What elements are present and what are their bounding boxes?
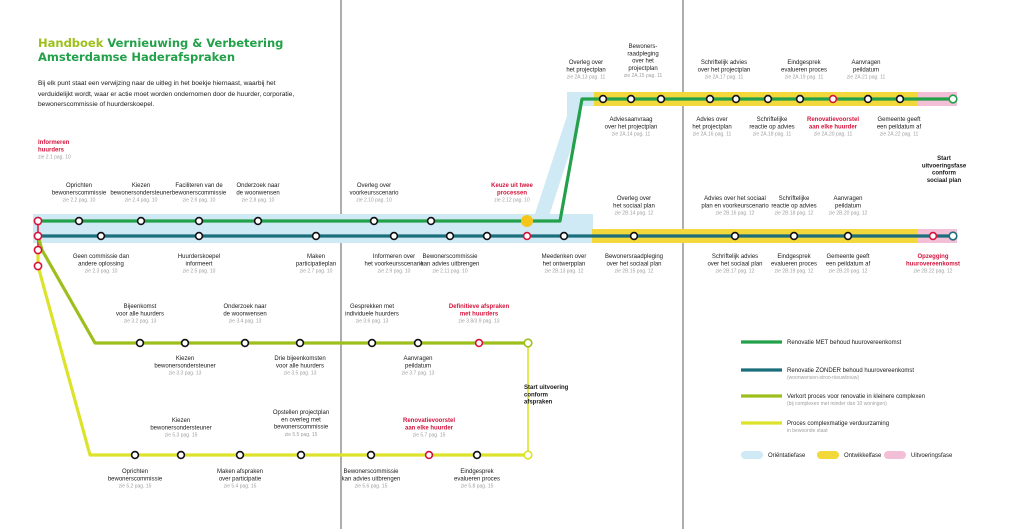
label-branch-top-3-line-2: evalueren proces: [780, 67, 828, 74]
label-main-bottom-8-ref: zie 2B.19 pag. 12: [774, 268, 814, 275]
label-branch-bottom-2-line-2: reactie op advies: [749, 124, 795, 131]
label-yellow-bottom-0-line-1: Oprichten: [121, 469, 149, 475]
label-main-bottom-3-line-2: het voorkeursscenario: [364, 261, 424, 268]
label-main-top-3-line-1: Onderzoek naar: [236, 183, 280, 189]
stop-olive-2: [242, 340, 249, 347]
label-main-top-3-line-2: de woonwensen: [236, 190, 280, 197]
line-olive: [38, 236, 528, 343]
label-olive-bottom-1: [274, 356, 325, 377]
label-branch-top-1: [624, 44, 663, 79]
legend-phase-label-2: Uitvoeringsfase: [911, 453, 953, 459]
label-branch-bottom-3-line-2: aan elke huurder: [808, 124, 858, 131]
label-yellow-bottom-2-line-2: kan advies uitbrengen: [341, 476, 401, 483]
label-main-bottom-7-line-2: over het sociaal plan: [707, 261, 763, 268]
label-yellow-top-1-line-2: en overleg met: [281, 417, 321, 424]
label-main-bottom-6-ref: zie 2B.15 pag. 12: [614, 268, 654, 275]
label-main-bottom-1-line-2: informeert: [185, 261, 213, 268]
label-yellow-bottom-1-ref: zie 5.4 pag. 15: [223, 483, 257, 490]
legend-phase-swatch-0: [741, 451, 763, 459]
label-yellow-top-2-line-1: Renovatievoorstel: [402, 418, 456, 424]
label-branch-bottom-2-ref: zie 2A.18 pag. 11: [752, 131, 792, 138]
label-main-bottom-4: [421, 254, 480, 275]
stop-start-olive: [34, 246, 41, 253]
stop-olive-1: [182, 340, 189, 347]
label-branch-bottom-0-line-1: Adviesaanvraag: [609, 117, 653, 123]
label-branch-top-1-line-4: projectplan: [628, 65, 658, 72]
label-olive-bottom-1-line-2: voor alle huurders: [275, 363, 325, 370]
label-olive-bottom-0-line-2: bewonersondersteuner: [154, 363, 216, 370]
label-main-bottom-8-line-2: evalueren proces: [770, 261, 818, 268]
label-branch-bottom-4: [877, 117, 922, 138]
label-main-bottom-10-line-2: huurovereenkomst: [905, 261, 961, 268]
label-main-top-0: [52, 183, 107, 204]
label-yellow-bottom-2: [342, 469, 401, 490]
stop-teal-5: [484, 233, 491, 240]
label-olive-bottom-0: [154, 356, 215, 377]
label-teal-top-1: [701, 196, 769, 217]
label-olive-bottom-1-line-1: Drie bijeenkomsten: [274, 356, 326, 362]
stop-teal-0: [98, 233, 105, 240]
stop-branch-end: [949, 95, 957, 103]
label-branch-bottom-3: [807, 117, 859, 138]
label-yellow-bottom-1-line-1: Maken afspraken: [216, 469, 264, 475]
label-yellow-top-1-line-1: Opstellen projectplan: [272, 410, 330, 416]
stop-teal-3: [391, 233, 398, 240]
label-branch-top-4-line-2: peildatum: [852, 67, 880, 74]
stop-green-3: [255, 218, 262, 225]
stop-branch-4: [733, 96, 740, 103]
label-start-line-1: Informeren: [38, 140, 70, 146]
label-olive-top-2-ref: zie 3.6 pag. 13: [355, 318, 389, 325]
label-branch-bottom-3-line-1: Renovatievoorstel: [806, 117, 860, 123]
band-orientation-branch: [540, 99, 596, 221]
legend-sub-3: in bewoonde staat: [787, 428, 828, 434]
stop-start-teal: [34, 232, 41, 239]
stop-teal-6: [524, 233, 531, 240]
stop-yellow-6: [474, 452, 481, 459]
label-branch-top-3-line-1: Eindgesprek: [787, 60, 821, 66]
label-main-top-3: [236, 183, 279, 204]
label-branch-top-1-line-3: over het: [632, 58, 654, 65]
stop-yellow-1: [178, 452, 185, 459]
label-yellow-bottom-0: [108, 469, 163, 490]
label-start: [38, 140, 71, 161]
label-main-top-0-line-1: Oprichten: [65, 183, 93, 189]
title-line-2: Amsterdamse Haderafspraken: [38, 50, 236, 64]
stop-teal-9: [732, 233, 739, 240]
label-main-bottom-2-ref: zie 2.7 pag. 10: [299, 268, 333, 275]
label-yellow-bottom-2-line-1: Bewonerscommissie: [343, 469, 399, 475]
label-end-main-line-2: uitvoeringsfase: [921, 163, 967, 170]
label-olive-top-0: [116, 304, 164, 325]
stop-choice-point: [521, 215, 533, 227]
label-teal-top-3: [829, 196, 868, 217]
legend-label-0: Renovatie MET behoud huurovereenkomst: [787, 340, 902, 346]
legend-phase-swatch-1: [817, 451, 839, 459]
label-olive-top-3-line-2: met huurders: [459, 311, 499, 318]
label-branch-top-2-ref: zie 2A.17 pag. 11: [704, 74, 744, 81]
label-olive-top-1-ref: zie 3.4 pag. 13: [228, 318, 262, 325]
label-olive-top-1-line-2: de woonwensen: [223, 311, 267, 318]
label-yellow-bottom-3: [454, 469, 500, 490]
label-yellow-top-0-ref: zie 5.3 pag. 15: [164, 432, 198, 439]
label-branch-bottom-4-line-2: een peildatum af: [876, 124, 922, 131]
label-main-bottom-0: [73, 254, 129, 275]
label-teal-top-3-line-2: peildatum: [834, 203, 862, 210]
label-olive-bottom-2-ref: zie 3.7 pag. 13: [401, 370, 435, 377]
label-olive-top-0-ref: zie 3.2 pag. 13: [123, 318, 157, 325]
label-main-bottom-0-ref: zie 2.3 pag. 10: [84, 268, 118, 275]
label-end-olive-line-3: afspraken: [524, 399, 553, 406]
stop-teal-2: [313, 233, 320, 240]
label-olive-top-2-line-2: individuele huurders: [345, 311, 399, 318]
stop-teal-10: [791, 233, 798, 240]
label-teal-top-0-line-1: Overleg over: [616, 196, 652, 202]
legend-phase-label-0: Oriëntatiefase: [768, 453, 806, 459]
label-main-bottom-9-line-1: Gemeente geeft: [826, 254, 870, 260]
stop-teal-12: [930, 233, 937, 240]
label-main-top-2-line-1: Faciliteren van de: [175, 183, 223, 189]
label-branch-bottom-1-ref: zie 2A.16 pag. 11: [692, 131, 732, 138]
label-yellow-top-0-line-1: Kiezen: [171, 418, 191, 424]
label-main-bottom-1: [178, 254, 220, 275]
label-main-bottom-8-line-1: Eindgesprek: [777, 254, 811, 260]
title-word-2: Vernieuwing & Verbetering: [107, 36, 284, 50]
label-teal-top-2: [771, 196, 816, 217]
label-olive-top-1: [223, 304, 266, 325]
label-main-top-5-ref: zie 2.12 pag. 10: [494, 197, 530, 204]
legend-phase-swatch-2: [884, 451, 906, 459]
label-yellow-top-0: [150, 418, 211, 439]
label-olive-top-0-line-1: Bijeenkomst: [123, 304, 157, 310]
label-branch-top-2-line-2: over het projectplan: [697, 67, 751, 74]
label-main-bottom-4-ref: zie 2.11 pag. 10: [432, 268, 468, 275]
label-teal-top-1-ref: zie 2B.16 pag. 12: [715, 210, 755, 217]
label-main-bottom-10: [906, 254, 960, 275]
label-branch-top-0-line-1: Overleg over: [568, 60, 604, 66]
stop-yellow-2: [237, 452, 244, 459]
label-branch-bottom-4-ref: zie 2A.22 pag. 11: [879, 131, 919, 138]
label-main-bottom-5: [542, 254, 587, 275]
label-branch-top-4-line-1: Aanvragen: [851, 60, 881, 66]
label-branch-bottom-1: [692, 117, 731, 138]
label-branch-bottom-1-line-1: Advies over: [696, 117, 728, 123]
label-main-top-5-line-1: Keuze uit twee: [491, 183, 533, 189]
label-branch-bottom-4-line-1: Gemeente geeft: [877, 117, 921, 123]
label-main-top-2-ref: zie 2.6 pag. 10: [182, 197, 216, 204]
label-main-top-5-line-2: processen: [496, 190, 528, 197]
label-main-bottom-0-line-2: andere oplossing: [78, 261, 124, 268]
label-main-top-4-line-1: Overleg over: [356, 183, 392, 189]
label-yellow-bottom-3-line-1: Eindgesprek: [460, 469, 494, 475]
label-yellow-bottom-1-line-2: over participatie: [218, 476, 262, 483]
intro-text: Bij elk punt staat een verwijzing naar de uitleg in het boekje hiernaast, waarbij het verduidelijkt wordt, waar er actie moet worden ondernomen door de huurder, corporatie, bewonerscommissie of huurderskoepel.: [38, 80, 295, 108]
label-main-bottom-2: [296, 254, 336, 275]
label-main-bottom-3-ref: zie 2.9 pag. 10: [377, 268, 411, 275]
label-main-bottom-5-line-1: Meedenken over: [541, 254, 587, 260]
label-end-main-line-4: sociaal plan: [926, 177, 962, 184]
label-main-bottom-6-line-2: over het sociaal plan: [606, 261, 662, 268]
label-olive-top-1-line-1: Onderzoek naar: [223, 304, 267, 310]
label-main-bottom-3-line-1: Informeren over: [372, 254, 416, 260]
label-teal-top-2-line-1: Schriftelijke: [778, 196, 810, 202]
label-main-bottom-6-line-1: Bewonersraadpleging: [604, 254, 664, 260]
stop-teal-8: [631, 233, 638, 240]
label-olive-top-3-ref: zie 3.8/3.9 pag. 13: [458, 318, 500, 325]
label-olive-bottom-1-ref: zie 3.5 pag. 13: [283, 370, 317, 377]
label-branch-bottom-0-ref: zie 2A.14 pag. 11: [611, 131, 651, 138]
label-yellow-top-1: [273, 410, 329, 438]
label-teal-top-1-line-1: Advies over het sociaal: [704, 196, 766, 202]
label-branch-top-2-line-1: Schriftelijk advies: [700, 60, 748, 66]
label-end-olive-line-2: conform: [524, 392, 548, 399]
stop-teal-1: [196, 233, 203, 240]
stop-olive-3: [297, 340, 304, 347]
label-olive-top-3-line-1: Definitieve afspraken: [448, 304, 510, 310]
label-main-top-4-line-2: voorkeursscenario: [349, 190, 399, 197]
stop-start-green: [34, 217, 41, 224]
label-start-ref: zie 2.1 pag. 10: [38, 154, 71, 161]
legend-label-1: Renovatie ZONDER behoud huurovereenkomst: [787, 368, 915, 374]
stop-branch-6: [797, 96, 804, 103]
label-main-bottom-2-line-1: Maken: [306, 254, 326, 260]
label-main-bottom-4-line-2: kan advies uitbrengen: [420, 261, 480, 268]
label-main-bottom-10-ref: zie 2B.22 pag. 12: [913, 268, 953, 275]
label-olive-bottom-2-line-2: peildatum: [404, 363, 432, 370]
stop-teal-7: [561, 233, 568, 240]
label-main-top-1: [110, 183, 171, 204]
stop-olive-5: [415, 340, 422, 347]
stop-branch-2: [658, 96, 665, 103]
label-end-olive-line-1: Start uitvoering: [524, 385, 569, 391]
label-main-bottom-7-ref: zie 2B.17 pag. 12: [715, 268, 755, 275]
label-yellow-bottom-0-line-2: bewonerscommissie: [107, 476, 163, 483]
legend-label-3: Proces complexmatige verduurzaming: [787, 421, 890, 427]
label-branch-top-0-ref: zie 2A.13 pag. 11: [566, 74, 606, 81]
stop-branch-7: [830, 96, 837, 103]
label-main-bottom-8: [771, 254, 817, 275]
stop-olive-6: [476, 340, 483, 347]
stop-green-5: [428, 218, 435, 225]
label-branch-top-3-ref: zie 2A.19 pag. 11: [784, 74, 824, 81]
stop-start-yellow: [34, 262, 41, 269]
label-main-top-4: [349, 183, 399, 204]
label-olive-bottom-2: [402, 356, 435, 377]
label-branch-bottom-1-line-2: het projectplan: [692, 124, 732, 131]
label-yellow-bottom-2-ref: zie 5.6 pag. 15: [354, 483, 388, 490]
stop-green-4: [371, 218, 378, 225]
label-main-top-4-ref: zie 2.10 pag. 10: [356, 197, 392, 204]
label-teal-top-0: [613, 196, 655, 217]
stop-yellow-3: [298, 452, 305, 459]
label-yellow-top-2: [403, 418, 455, 439]
label-main-bottom-5-line-2: het ontwerpplan: [542, 261, 586, 268]
label-teal-top-0-ref: zie 2B.14 pag. 12: [614, 210, 654, 217]
legend-label-2: Verkort proces voor renovatie in kleinere complexen: [787, 394, 926, 400]
label-main-top-1-ref: zie 2.4 pag. 10: [124, 197, 158, 204]
label-olive-top-3: [449, 304, 510, 325]
label-branch-bottom-0: [605, 117, 658, 138]
label-olive-bottom-0-ref: zie 3.3 pag. 13: [168, 370, 202, 377]
stop-branch-8: [865, 96, 872, 103]
label-teal-top-0-line-2: het sociaal plan: [613, 203, 655, 210]
label-start-line-2: huurders: [38, 147, 65, 154]
label-main-top-5: [491, 183, 533, 204]
stop-branch-9: [897, 96, 904, 103]
legend-sub-2: (bij complexen met minder dan 10 woningen): [787, 401, 887, 407]
stop-yellow-5: [426, 452, 433, 459]
label-branch-bottom-3-ref: zie 2A.20 pag. 11: [813, 131, 853, 138]
label-main-bottom-9-ref: zie 2B.20 pag. 12: [828, 268, 868, 275]
label-yellow-top-1-ref: zie 5.5 pag. 15: [284, 431, 318, 438]
label-yellow-bottom-1: [217, 469, 263, 490]
label-branch-top-0-line-2: het projectplan: [566, 67, 606, 74]
label-main-bottom-6: [605, 254, 663, 275]
legend-sub-1: (woonwensen-stroo-nieuwbouw): [787, 375, 859, 381]
stop-branch-3: [707, 96, 714, 103]
label-branch-top-0: [566, 60, 605, 81]
label-olive-top-2-line-1: Gesprekken met: [349, 304, 395, 310]
label-olive-bottom-0-line-1: Kiezen: [175, 356, 195, 362]
label-branch-top-4: [847, 60, 886, 81]
stop-teal-end: [949, 232, 957, 240]
title-word-1: Handboek: [38, 36, 104, 50]
label-end-main: [922, 156, 967, 184]
label-main-bottom-9-line-2: een peildatum af: [825, 261, 871, 268]
label-yellow-top-2-ref: zie 5.7 pag. 15: [412, 432, 446, 439]
label-main-top-0-ref: zie 2.2 pag. 10: [62, 197, 96, 204]
label-olive-top-2: [345, 304, 399, 325]
label-main-bottom-7-line-1: Schriftelijk advies: [711, 254, 759, 260]
label-yellow-top-1-line-3: bewonerscommissie: [273, 424, 329, 431]
label-main-bottom-1-ref: zie 2.5 pag. 10: [182, 268, 216, 275]
label-main-bottom-2-line-2: participatieplan: [295, 261, 337, 268]
label-main-bottom-7: [707, 254, 762, 275]
label-olive-bottom-2-line-1: Aanvragen: [403, 356, 433, 362]
label-branch-bottom-0-line-2: over het projectplan: [604, 124, 658, 131]
stop-green-2: [196, 218, 203, 225]
label-end-main-line-1: Start: [937, 156, 951, 162]
label-yellow-top-2-line-2: aan elke huurder: [404, 425, 454, 432]
label-teal-top-2-line-2: reactie op advies: [771, 203, 817, 210]
label-olive-top-0-line-2: voor alle huurders: [115, 311, 165, 318]
label-main-bottom-9: [826, 254, 871, 275]
stop-olive-end: [524, 339, 532, 347]
label-branch-top-3: [781, 60, 827, 81]
label-main-bottom-1-line-1: Huurderskoepel: [177, 254, 221, 260]
label-main-bottom-4-line-1: Bewonerscommissie: [422, 254, 478, 260]
label-main-bottom-10-line-1: Opzegging: [917, 254, 949, 260]
stop-branch-1: [628, 96, 635, 103]
legend-phase-label-1: Ontwikkelfase: [844, 453, 882, 459]
label-teal-top-2-ref: zie 2B.18 pag. 12: [774, 210, 814, 217]
label-yellow-bottom-3-line-2: evalueren proces: [453, 476, 501, 483]
label-teal-top-3-line-1: Aanvragen: [833, 196, 863, 202]
label-main-top-2: [172, 183, 227, 204]
label-main-bottom-0-line-1: Geen commissie dan: [72, 254, 130, 260]
label-main-top-1-line-2: bewonersondersteuner: [110, 190, 172, 197]
stop-teal-11: [845, 233, 852, 240]
label-main-bottom-5-ref: zie 2B.13 pag. 12: [544, 268, 584, 275]
label-main-top-3-ref: zie 2.8 pag. 10: [241, 197, 275, 204]
label-branch-bottom-2: [749, 117, 794, 138]
stop-green-1: [138, 218, 145, 225]
stop-green-0: [76, 218, 83, 225]
label-teal-top-3-ref: zie 2B.20 pag. 12: [828, 210, 868, 217]
stop-teal-4: [447, 233, 454, 240]
stop-olive-0: [137, 340, 144, 347]
label-teal-top-1-line-2: plan en voorkeurscenario: [701, 203, 769, 210]
label-branch-top-1-line-2: raadpleging: [627, 51, 659, 58]
label-main-top-0-line-2: bewonerscommissie: [51, 190, 107, 197]
label-main-top-2-line-2: bewonerscommissie: [171, 190, 227, 197]
label-main-bottom-3: [364, 254, 424, 275]
label-end-main-line-3: conform: [932, 170, 956, 177]
stop-branch-0: [600, 96, 607, 103]
stop-yellow-end: [524, 451, 532, 459]
label-branch-top-4-ref: zie 2A.21 pag. 11: [846, 74, 886, 81]
label-branch-bottom-2-line-1: Schriftelijke: [756, 117, 788, 123]
stop-yellow-0: [132, 452, 139, 459]
label-yellow-bottom-3-ref: zie 5.8 pag. 15: [460, 483, 494, 490]
label-yellow-top-0-line-2: bewonersondersteuner: [150, 425, 212, 432]
label-branch-top-2: [698, 60, 751, 81]
stop-yellow-4: [368, 452, 375, 459]
label-end-olive: [524, 385, 569, 406]
label-yellow-bottom-0-ref: zie 5.2 pag. 15: [118, 483, 152, 490]
legend: [741, 340, 953, 459]
label-branch-top-1-ref: zie 2A.15 pag. 11: [623, 73, 663, 80]
stop-olive-4: [369, 340, 376, 347]
stop-branch-5: [765, 96, 772, 103]
label-main-top-1-line-1: Kiezen: [131, 183, 151, 189]
label-branch-top-1-line-1: Bewoners-: [628, 44, 658, 50]
